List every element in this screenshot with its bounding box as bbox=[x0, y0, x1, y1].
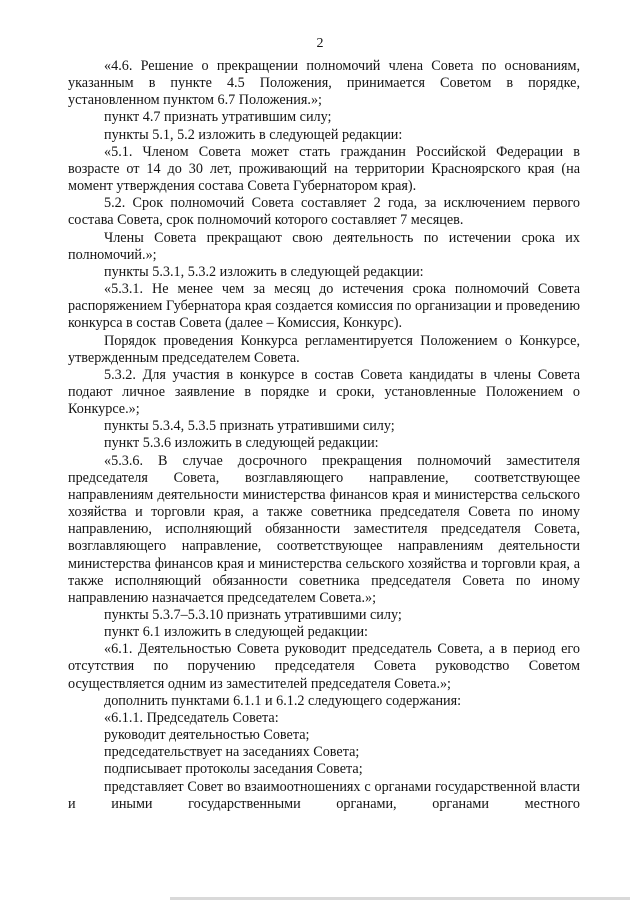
paragraph: руководит деятельностью Совета; bbox=[104, 727, 310, 744]
paragraph: «5.1. Членом Совета может стать гражданин Российской Федерации в возрасте от 14 до 30 лет, проживающий на территории Красноярского края (на момент утверждения состава Совета Губернатором края). bbox=[68, 143, 580, 195]
paragraph: представляет Совет во взаимоотношениях с органами государственной власти и иными государственными органами, органами местного bbox=[68, 778, 580, 812]
page-number: 2 bbox=[316, 36, 324, 51]
paragraph: «4.6. Решение о прекращении полномочий члена Совета по основаниям, указанным в пункте 4.5 Положения, принимается Советом в порядке, установленном пунктом 6.7 Положения.»; bbox=[68, 58, 580, 109]
paragraph: «5.3.6. В случае досрочного прекращения полномочий заместителя председателя Совета, возглавляющего направление, соответствующее направлениям деятельности министерства финансов края и министерства сельского хозяйства и торговли края, а также советника председателя Совета по иному направлению, исполняющий обязанности заместителя председателя Совета, возглавляющего направление, соответствующее направлениям деятельности министерства финансов края и министерства сельского хозяйства и торговли края, а также исполняющий обязанности советника председателя Совета по иному направлению назначается председателем Совета.»; bbox=[68, 452, 580, 606]
paragraph: Порядок проведения Конкурса регламентируется Положением о Конкурсе, утвержденным председателем Совета. bbox=[68, 332, 580, 366]
paragraph: председательствует на заседаниях Совета; bbox=[104, 744, 360, 761]
paragraph: подписывает протоколы заседания Совета; bbox=[104, 761, 363, 778]
document-body bbox=[68, 58, 580, 813]
paragraph: пункт 4.7 признать утратившим силу; bbox=[104, 109, 332, 126]
paragraph: дополнить пунктами 6.1.1 и 6.1.2 следующего содержания: bbox=[104, 692, 462, 709]
paragraph: пункт 6.1 изложить в следующей редакции: bbox=[104, 624, 368, 641]
paragraph: пункты 5.3.4, 5.3.5 признать утратившими силу; bbox=[104, 418, 395, 435]
paragraph: «6.1. Деятельностью Совета руководит председатель Совета, а в период его отсутствия по поручению председателя Совета руководство Советом осуществляется одним из заместителей председателя Совета.»; bbox=[68, 641, 580, 692]
paragraph: 5.3.2. Для участия в конкурсе в состав Совета кандидаты в члены Совета подают личное заявление в порядке и сроки, установленные Положением о Конкурсе.»; bbox=[68, 366, 580, 418]
paragraph: Члены Совета прекращают свою деятельность по истечении срока их полномочий.»; bbox=[68, 229, 580, 263]
paragraph: «6.1.1. Председатель Совета: bbox=[104, 709, 279, 726]
paragraph: «5.3.1. Не менее чем за месяц до истечения срока полномочий Совета распоряжением Губернатора края создается комиссия по организации и проведению конкурса в состав Совета (далее – Комиссия, Конкурс). bbox=[68, 281, 580, 332]
paragraph: пункты 5.3.1, 5.3.2 изложить в следующей редакции: bbox=[104, 263, 424, 280]
scan-edge-shadow bbox=[170, 897, 630, 900]
paragraph: пункты 5.1, 5.2 изложить в следующей редакции: bbox=[104, 126, 403, 143]
paragraph: пункты 5.3.7–5.3.10 признать утратившими силу; bbox=[104, 607, 402, 623]
paragraph: пункт 5.3.6 изложить в следующей редакции: bbox=[104, 435, 379, 452]
paragraph: 5.2. Срок полномочий Совета составляет 2 года, за исключением первого состава Совета, срок полномочий которого составляет 7 месяцев. bbox=[68, 195, 580, 229]
